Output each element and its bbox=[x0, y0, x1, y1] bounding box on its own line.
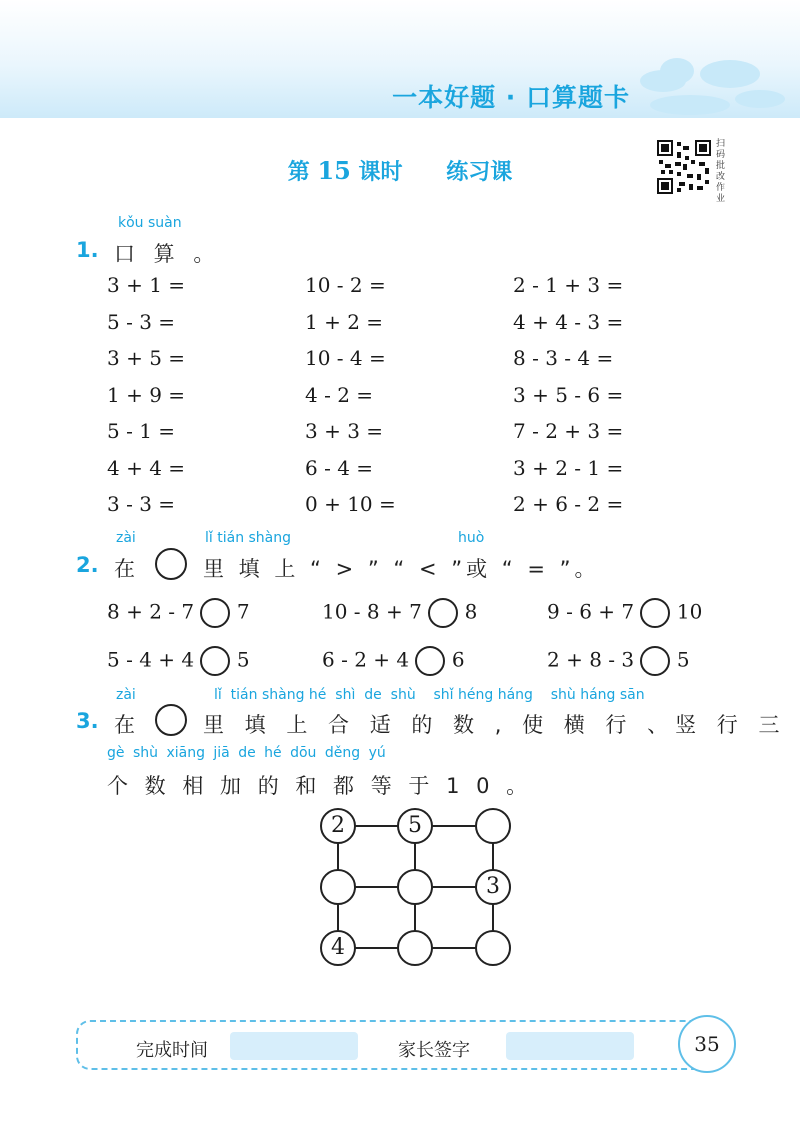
q1-equation: 10 - 4 = bbox=[305, 346, 386, 370]
q2-instruction: 里 填 上 “ > ” “ < ”或 “ = ”。 bbox=[203, 557, 600, 581]
q1-equation: 6 - 4 = bbox=[305, 455, 374, 480]
completion-time-field[interactable] bbox=[230, 1032, 358, 1060]
q1-equation: 4 - 2 = bbox=[305, 382, 374, 407]
q3-instruction-line-2: 个 数 相 加 的 和 都 等 于 1 0 。 bbox=[107, 774, 533, 798]
lesson-name: 练习课 bbox=[446, 160, 513, 185]
footer-bar bbox=[76, 1020, 726, 1070]
grid-cell: 2 bbox=[320, 808, 356, 844]
lesson-prefix: 第 bbox=[287, 160, 310, 185]
q2-problem-right: 5 bbox=[236, 647, 250, 672]
q2-problem-right: 10 bbox=[676, 599, 703, 624]
q3-instruction-line-1: 里 填 上 合 适 的 数 , 使 横 行 、竖 行 三 bbox=[203, 713, 787, 737]
q2-problem bbox=[107, 598, 250, 628]
header-band bbox=[0, 0, 800, 118]
completion-time-label: 完成时间 bbox=[136, 1040, 208, 1061]
q1-equation: 3 - 3 = bbox=[107, 492, 176, 516]
q1-equation: 10 - 2 = bbox=[305, 273, 386, 297]
compare-circle-input[interactable] bbox=[200, 646, 230, 676]
q1-equation: 1 + 2 = bbox=[305, 309, 384, 334]
lesson-suffix: 课时 bbox=[358, 160, 403, 185]
q1-equation: 3 + 2 - 1 = bbox=[513, 455, 624, 480]
q1-equation: 3 + 5 - 6 = bbox=[513, 382, 624, 407]
cloud-decoration bbox=[700, 60, 760, 88]
q3-pinyin-zai: zài bbox=[116, 687, 136, 703]
q2-example-circle bbox=[155, 548, 187, 580]
q3-example-circle bbox=[155, 704, 187, 736]
compare-circle-input[interactable] bbox=[415, 646, 445, 676]
q1-equation: 2 + 6 - 2 = bbox=[513, 492, 624, 516]
q2-zai: 在 bbox=[114, 557, 135, 581]
lesson-number: 15 bbox=[317, 156, 351, 185]
grid-cell-input[interactable] bbox=[475, 808, 511, 844]
parent-signature-field[interactable] bbox=[506, 1032, 634, 1060]
q1-equation: 3 + 5 = bbox=[107, 346, 186, 370]
q2-problem bbox=[107, 646, 250, 676]
q1-equation: 4 + 4 - 3 = bbox=[513, 309, 624, 334]
brand-title: 一本好题 · 口算题卡 bbox=[392, 83, 630, 112]
qr-caption: 扫码批改作业 bbox=[716, 139, 726, 204]
compare-circle-input[interactable] bbox=[640, 646, 670, 676]
grid-cell-input[interactable] bbox=[397, 930, 433, 966]
q2-problem-left: 10 - 8 + 7 bbox=[322, 599, 422, 624]
grid-cell-input[interactable] bbox=[320, 869, 356, 905]
q2-problem-right: 5 bbox=[676, 647, 690, 672]
q3-pinyin-line-1: lǐ tián shàng hé shì de shù shǐ héng háng shù háng sān bbox=[214, 687, 645, 703]
compare-circle-input[interactable] bbox=[428, 598, 458, 628]
q1-pinyin: kǒu suàn bbox=[118, 215, 182, 231]
q1-equation: 5 - 1 = bbox=[107, 419, 176, 443]
q1-instruction: 口 算 。 bbox=[114, 242, 221, 266]
compare-circle-input[interactable] bbox=[200, 598, 230, 628]
q2-pinyin-huo: huò bbox=[458, 530, 485, 546]
page-number: 35 bbox=[678, 1015, 736, 1073]
q1-equation: 4 + 4 = bbox=[107, 455, 186, 480]
q1-equation: 8 - 3 - 4 = bbox=[513, 346, 614, 370]
q1-equation: 5 - 3 = bbox=[107, 309, 176, 334]
q2-problem bbox=[547, 646, 690, 676]
q1-equation: 7 - 2 + 3 = bbox=[513, 419, 624, 443]
q2-problem-left: 6 - 2 + 4 bbox=[322, 647, 410, 672]
q1-equation: 0 + 10 = bbox=[305, 492, 396, 516]
qr-code-icon[interactable] bbox=[657, 140, 711, 194]
q2-problem-left: 8 + 2 - 7 bbox=[107, 599, 195, 624]
q2-problem-right: 8 bbox=[464, 599, 478, 624]
q1-equation: 2 - 1 + 3 = bbox=[513, 273, 624, 297]
q2-pinyin-zai: zài bbox=[116, 530, 136, 546]
q1-equation: 3 + 1 = bbox=[107, 273, 186, 297]
cloud-decoration bbox=[660, 58, 694, 84]
q2-problem bbox=[322, 646, 465, 676]
grid-cell: 4 bbox=[320, 930, 356, 966]
q1-number: 1. bbox=[76, 238, 99, 262]
grid-cell-input[interactable] bbox=[397, 869, 433, 905]
q2-problem-left: 5 - 4 + 4 bbox=[107, 647, 195, 672]
q2-problem-left: 2 + 8 - 3 bbox=[547, 647, 635, 672]
q1-equation: 3 + 3 = bbox=[305, 419, 384, 443]
grid-cell: 5 bbox=[397, 808, 433, 844]
q3-pinyin-line-2: gè shù xiāng jiā de hé dōu děng yú bbox=[107, 745, 386, 761]
compare-circle-input[interactable] bbox=[640, 598, 670, 628]
q2-problem bbox=[322, 598, 477, 628]
q2-problem bbox=[547, 598, 702, 628]
parent-signature-label: 家长签字 bbox=[398, 1040, 470, 1061]
grid-cell-input[interactable] bbox=[475, 930, 511, 966]
cloud-decoration bbox=[735, 90, 785, 108]
q2-problem-right: 6 bbox=[451, 647, 465, 672]
q3-zai: 在 bbox=[114, 713, 135, 737]
q2-number: 2. bbox=[76, 553, 99, 577]
grid-cell: 3 bbox=[475, 869, 511, 905]
q2-problem-left: 9 - 6 + 7 bbox=[547, 599, 635, 624]
q3-number: 3. bbox=[76, 709, 99, 733]
q1-equation: 1 + 9 = bbox=[107, 382, 186, 407]
cloud-decoration bbox=[650, 95, 730, 115]
q2-problem-right: 7 bbox=[236, 599, 250, 624]
q2-pinyin-li-tian-shang: lǐ tián shàng bbox=[205, 530, 292, 546]
